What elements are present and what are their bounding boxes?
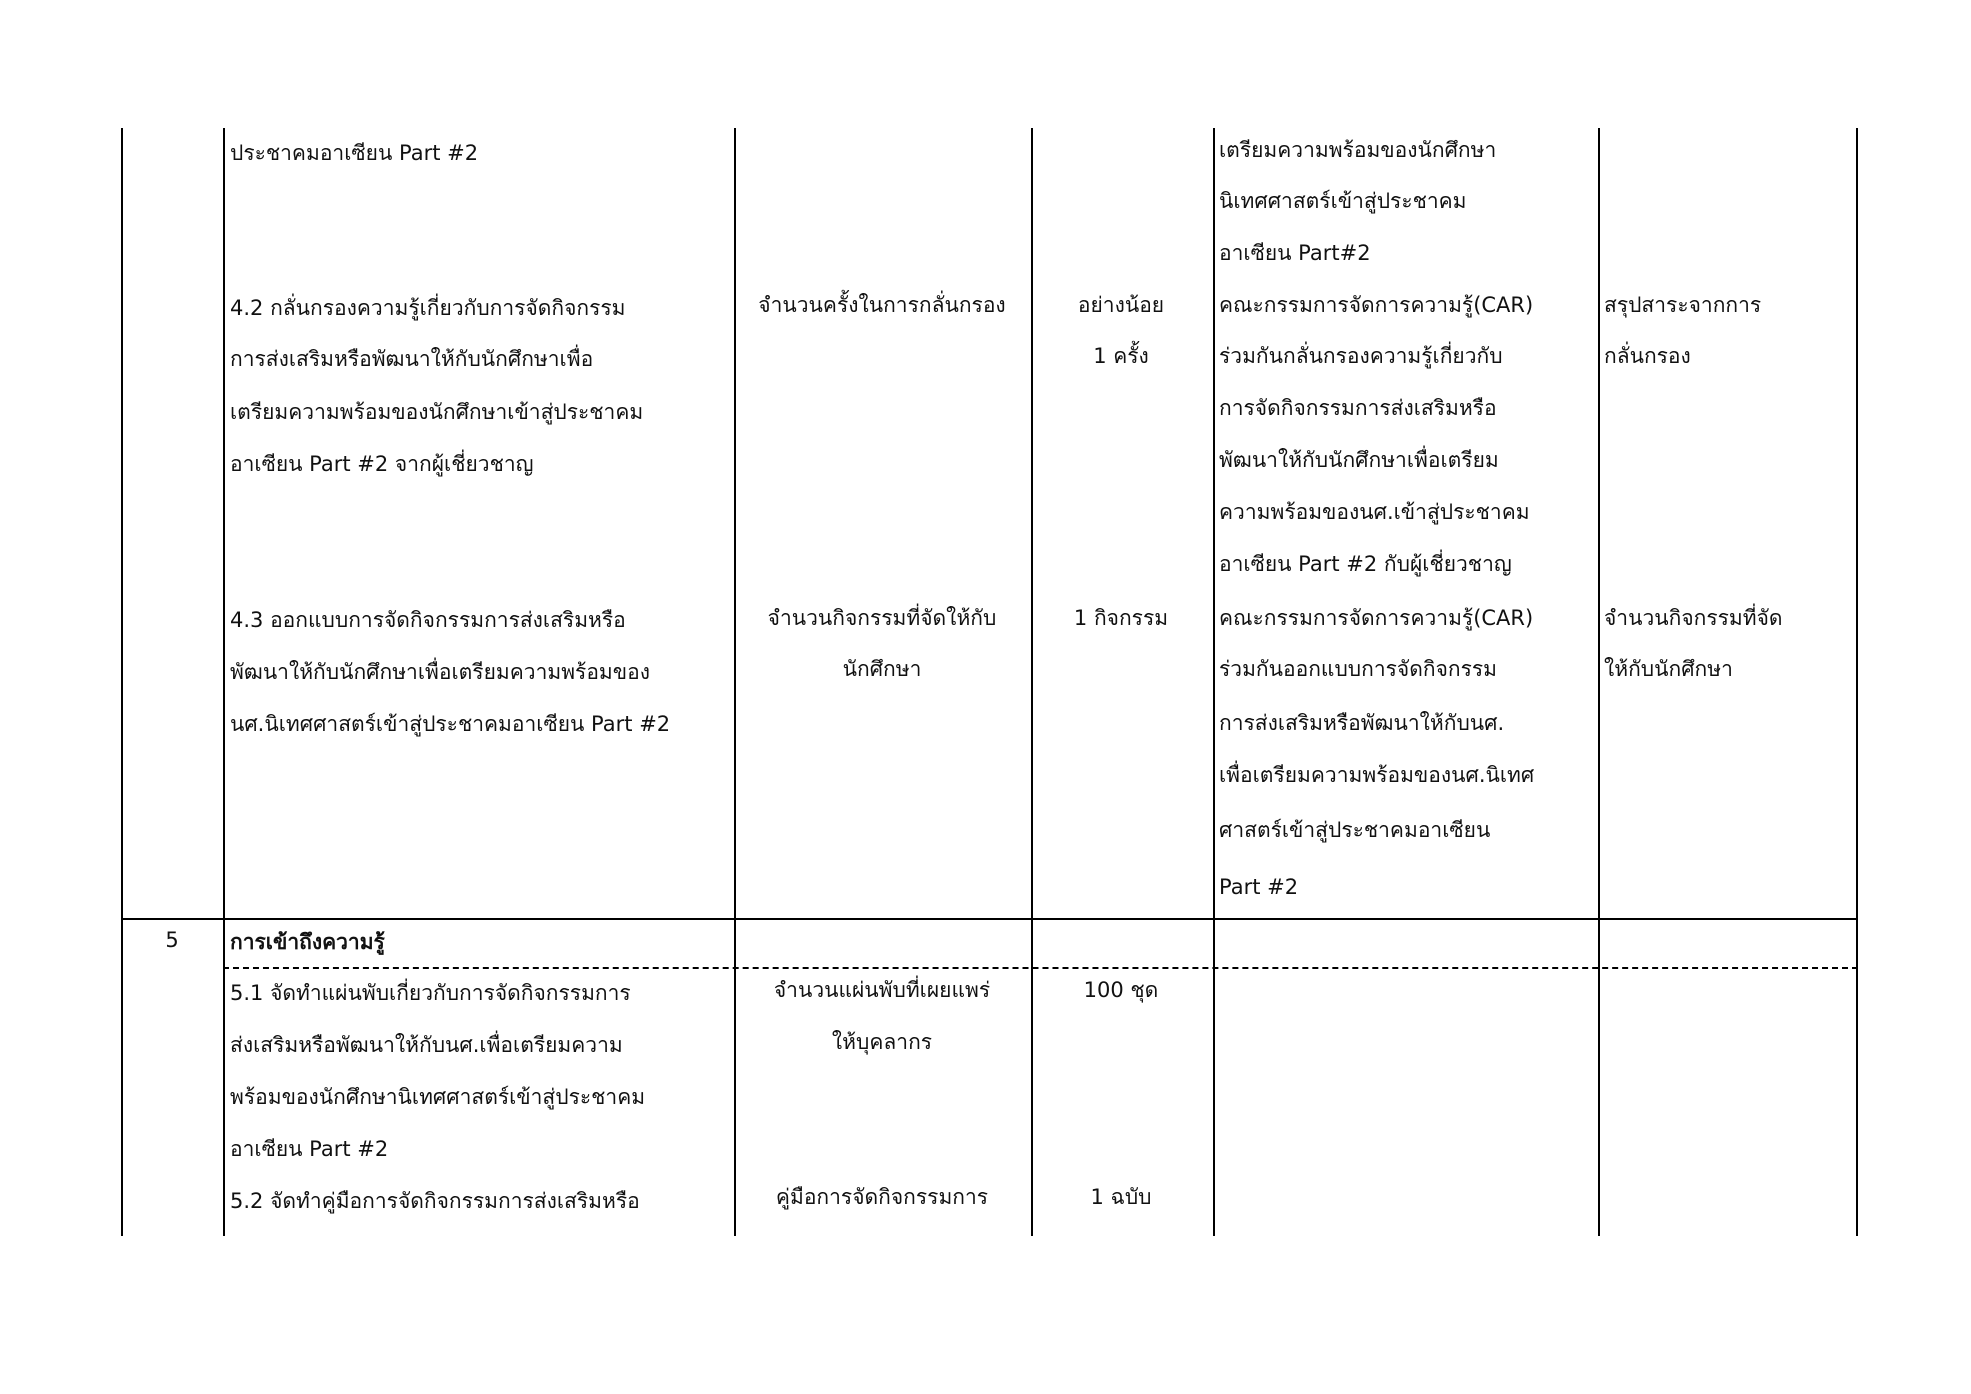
item-4-3-target: 1 กิจกรรม — [1073, 606, 1169, 630]
item-4-3-output-line-2: ให้กับนักศึกษา — [1604, 657, 1733, 681]
item-5-2-activity: 5.2 จัดทำคู่มือการจัดกิจกรรมการส่งเสริมหรือ — [230, 1189, 640, 1213]
item-4-2-method-line-1: คณะกรรมการจัดการความรู้(CAR) — [1219, 293, 1534, 317]
item-5-1-indicator-line-2: ให้บุคลากร — [831, 1030, 933, 1054]
row4-activity-continued: ประชาคมอาเซียน Part #2 — [230, 141, 479, 165]
column-divider-method — [1213, 128, 1215, 1236]
item-5-1-activity-line-1: 5.1 จัดทำแผ่นพับเกี่ยวกับการจัดกิจกรรมการ — [230, 981, 631, 1005]
row-5-heading-divider — [223, 967, 1858, 969]
item-4-2-activity-line-1: 4.2 กลั่นกรองความรู้เกี่ยวกับการจัดกิจกรรม — [230, 296, 626, 320]
row4-method-line-3: อาเซียน Part#2 — [1219, 241, 1371, 265]
column-divider-indicator — [734, 128, 736, 1236]
row-5-heading: การเข้าถึงความรู้ — [230, 930, 385, 954]
item-4-3-activity-line-1: 4.3 ออกแบบการจัดกิจกรรมการส่งเสริมหรือ — [230, 608, 626, 632]
item-4-3-method-line-6: Part #2 — [1219, 875, 1299, 899]
item-4-3-output-line-1: จำนวนกิจกรรมที่จัด — [1604, 606, 1783, 630]
row4-method-line-2: นิเทศศาสตร์เข้าสู่ประชาคม — [1219, 189, 1467, 213]
item-4-3-method-line-2: ร่วมกันออกแบบการจัดกิจกรรม — [1219, 657, 1497, 681]
column-divider-activity — [223, 128, 225, 1236]
item-4-2-output-line-1: สรุปสาระจากการ — [1604, 293, 1762, 317]
item-5-2-indicator: คู่มือการจัดกิจกรรมการ — [775, 1185, 989, 1209]
item-4-2-method-line-6: อาเซียน Part #2 กับผู้เชี่ยวชาญ — [1219, 552, 1512, 576]
item-4-3-method-line-4: เพื่อเตรียมความพร้อมของนศ.นิเทศ — [1219, 763, 1535, 787]
item-4-3-activity-line-3: นศ.นิเทศศาสตร์เข้าสู่ประชาคมอาเซียน Part #2 — [230, 712, 671, 736]
table-border-right — [1856, 128, 1858, 1236]
row4-method-line-1: เตรียมความพร้อมของนักศึกษา — [1219, 138, 1497, 162]
column-divider-output — [1598, 128, 1600, 1236]
item-4-2-target-line-2: 1 ครั้ง — [1093, 344, 1149, 368]
item-5-1-target: 100 ชุด — [1083, 978, 1159, 1002]
item-4-3-method-line-1: คณะกรรมการจัดการความรู้(CAR) — [1219, 606, 1534, 630]
item-5-1-activity-line-4: อาเซียน Part #2 — [230, 1137, 389, 1161]
item-4-3-method-line-5: ศาสตร์เข้าสู่ประชาคมอาเซียน — [1219, 818, 1491, 842]
item-5-1-activity-line-2: ส่งเสริมหรือพัฒนาให้กับนศ.เพื่อเตรียมความ — [230, 1033, 623, 1057]
item-4-2-target-line-1: อย่างน้อย — [1077, 293, 1165, 317]
column-divider-target — [1031, 128, 1033, 1236]
item-4-3-indicator-line-1: จำนวนกิจกรรมที่จัดให้กับ — [767, 606, 997, 630]
item-4-2-output-line-2: กลั่นกรอง — [1604, 344, 1691, 368]
item-4-2-method-line-2: ร่วมกันกลั่นกรองความรู้เกี่ยวกับ — [1219, 344, 1503, 368]
item-5-1-indicator-line-1: จำนวนแผ่นพับที่เผยแพร่ — [773, 978, 991, 1002]
item-4-2-indicator: จำนวนครั้งในการกลั่นกรอง — [758, 293, 1006, 317]
item-4-3-indicator-line-2: นักศึกษา — [842, 657, 922, 681]
item-4-2-method-line-3: การจัดกิจกรรมการส่งเสริมหรือ — [1219, 396, 1497, 420]
table-border-left — [121, 128, 123, 1236]
item-5-1-activity-line-3: พร้อมของนักศึกษานิเทศศาสตร์เข้าสู่ประชาคม — [230, 1085, 646, 1109]
item-4-3-activity-line-2: พัฒนาให้กับนักศึกษาเพื่อเตรียมความพร้อมของ — [230, 660, 650, 684]
row-divider-5 — [121, 918, 1858, 920]
item-5-2-target: 1 ฉบับ — [1090, 1185, 1152, 1209]
item-4-2-method-line-4: พัฒนาให้กับนักศึกษาเพื่อเตรียม — [1219, 448, 1499, 472]
item-4-2-activity-line-2: การส่งเสริมหรือพัฒนาให้กับนักศึกษาเพื่อ — [230, 347, 594, 371]
item-4-2-method-line-5: ความพร้อมของนศ.เข้าสู่ประชาคม — [1219, 500, 1530, 524]
item-4-3-method-line-3: การส่งเสริมหรือพัฒนาให้กับนศ. — [1219, 711, 1505, 735]
item-4-2-activity-line-3: เตรียมความพร้อมของนักศึกษาเข้าสู่ประชาคม — [230, 400, 644, 424]
row-5-number: 5 — [165, 928, 179, 952]
item-4-2-activity-line-4: อาเซียน Part #2 จากผู้เชี่ยวชาญ — [230, 452, 534, 476]
